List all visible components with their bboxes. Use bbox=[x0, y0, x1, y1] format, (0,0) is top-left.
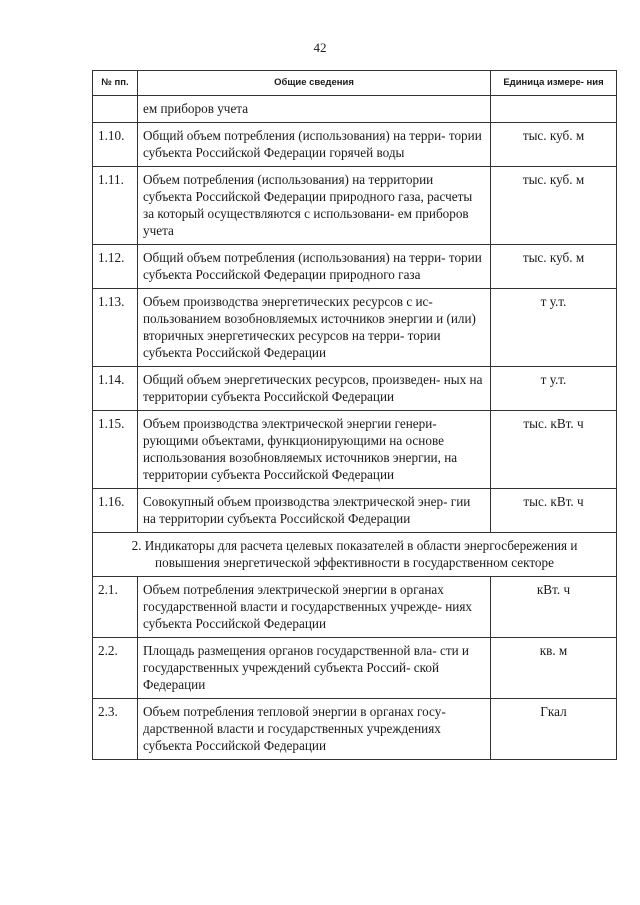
indicator-table bbox=[92, 70, 617, 760]
section-heading: 2. Индикаторы для расчета целевых показателей в области энергосбережения и повышения энергетической эффективности в государственном секторе bbox=[93, 533, 617, 577]
row-text: Общий объем потребления (использования) на терри- тории субъекта Российской Федерации природного газа bbox=[138, 245, 491, 289]
row-num: 2.2. bbox=[93, 638, 138, 699]
row-text: Объем производства энергетических ресурсов с ис- пользованием возобновляемых источников энергии и (или) вторичных энергетических ресурсов на терри- тории субъекта Российской Федерации bbox=[138, 289, 491, 367]
row-unit: тыс. куб. м bbox=[491, 245, 617, 289]
row-text: Совокупный объем производства электрической энер- гии на территории субъекта Российской Федерации bbox=[138, 489, 491, 533]
row-unit: тыс. куб. м bbox=[491, 167, 617, 245]
row-unit bbox=[491, 96, 617, 123]
table-row bbox=[93, 96, 617, 123]
table-row bbox=[93, 289, 617, 367]
row-unit: т у.т. bbox=[491, 367, 617, 411]
table-header-row bbox=[93, 71, 617, 96]
page-number: 42 bbox=[313, 40, 327, 55]
row-num: 2.1. bbox=[93, 577, 138, 638]
row-num: 2.3. bbox=[93, 699, 138, 760]
row-unit: тыс. кВт. ч bbox=[491, 411, 617, 489]
row-num bbox=[93, 96, 138, 123]
table-row bbox=[93, 367, 617, 411]
table-row bbox=[93, 638, 617, 699]
table-row bbox=[93, 577, 617, 638]
row-unit: Гкал bbox=[491, 699, 617, 760]
row-text: ем приборов учета bbox=[138, 96, 491, 123]
row-num: 1.15. bbox=[93, 411, 138, 489]
header-unit: Единица измере- ния bbox=[491, 71, 617, 96]
row-num: 1.14. bbox=[93, 367, 138, 411]
table-row bbox=[93, 245, 617, 289]
row-num: 1.13. bbox=[93, 289, 138, 367]
row-num: 1.16. bbox=[93, 489, 138, 533]
row-unit: кВт. ч bbox=[491, 577, 617, 638]
row-num: 1.11. bbox=[93, 167, 138, 245]
section-row bbox=[93, 533, 617, 577]
row-text: Объем производства электрической энергии генери- рующими объектами, функционирующими на основе использования возобновляемых источников энергии, на территории субъекта Российской Федерации bbox=[138, 411, 491, 489]
header-info: Общие сведения bbox=[138, 71, 491, 96]
row-num: 1.12. bbox=[93, 245, 138, 289]
table-row bbox=[93, 411, 617, 489]
table-row bbox=[93, 489, 617, 533]
row-unit: т у.т. bbox=[491, 289, 617, 367]
row-text: Объем потребления электрической энергии в органах государственной власти и государственных учрежде- ниях субъекта Российской Федерации bbox=[138, 577, 491, 638]
row-text: Площадь размещения органов государственной вла- сти и государственных учреждений субъекта Россий- ской Федерации bbox=[138, 638, 491, 699]
row-text: Общий объем потребления (использования) на терри- тории субъекта Российской Федерации горячей воды bbox=[138, 123, 491, 167]
row-num: 1.10. bbox=[93, 123, 138, 167]
row-text: Объем потребления (использования) на территории субъекта Российской Федерации природного газа, расчеты за который осуществляются с использовани- ем приборов учета bbox=[138, 167, 491, 245]
row-unit: кв. м bbox=[491, 638, 617, 699]
table-row bbox=[93, 699, 617, 760]
row-unit: тыс. куб. м bbox=[491, 123, 617, 167]
row-text: Объем потребления тепловой энергии в органах госу- дарственной власти и государственных учреждениях субъекта Российской Федерации bbox=[138, 699, 491, 760]
table-row bbox=[93, 123, 617, 167]
table-row bbox=[93, 167, 617, 245]
row-text: Общий объем энергетических ресурсов, произведен- ных на территории субъекта Российской Федерации bbox=[138, 367, 491, 411]
row-unit: тыс. кВт. ч bbox=[491, 489, 617, 533]
header-num: № пп. bbox=[93, 71, 138, 96]
